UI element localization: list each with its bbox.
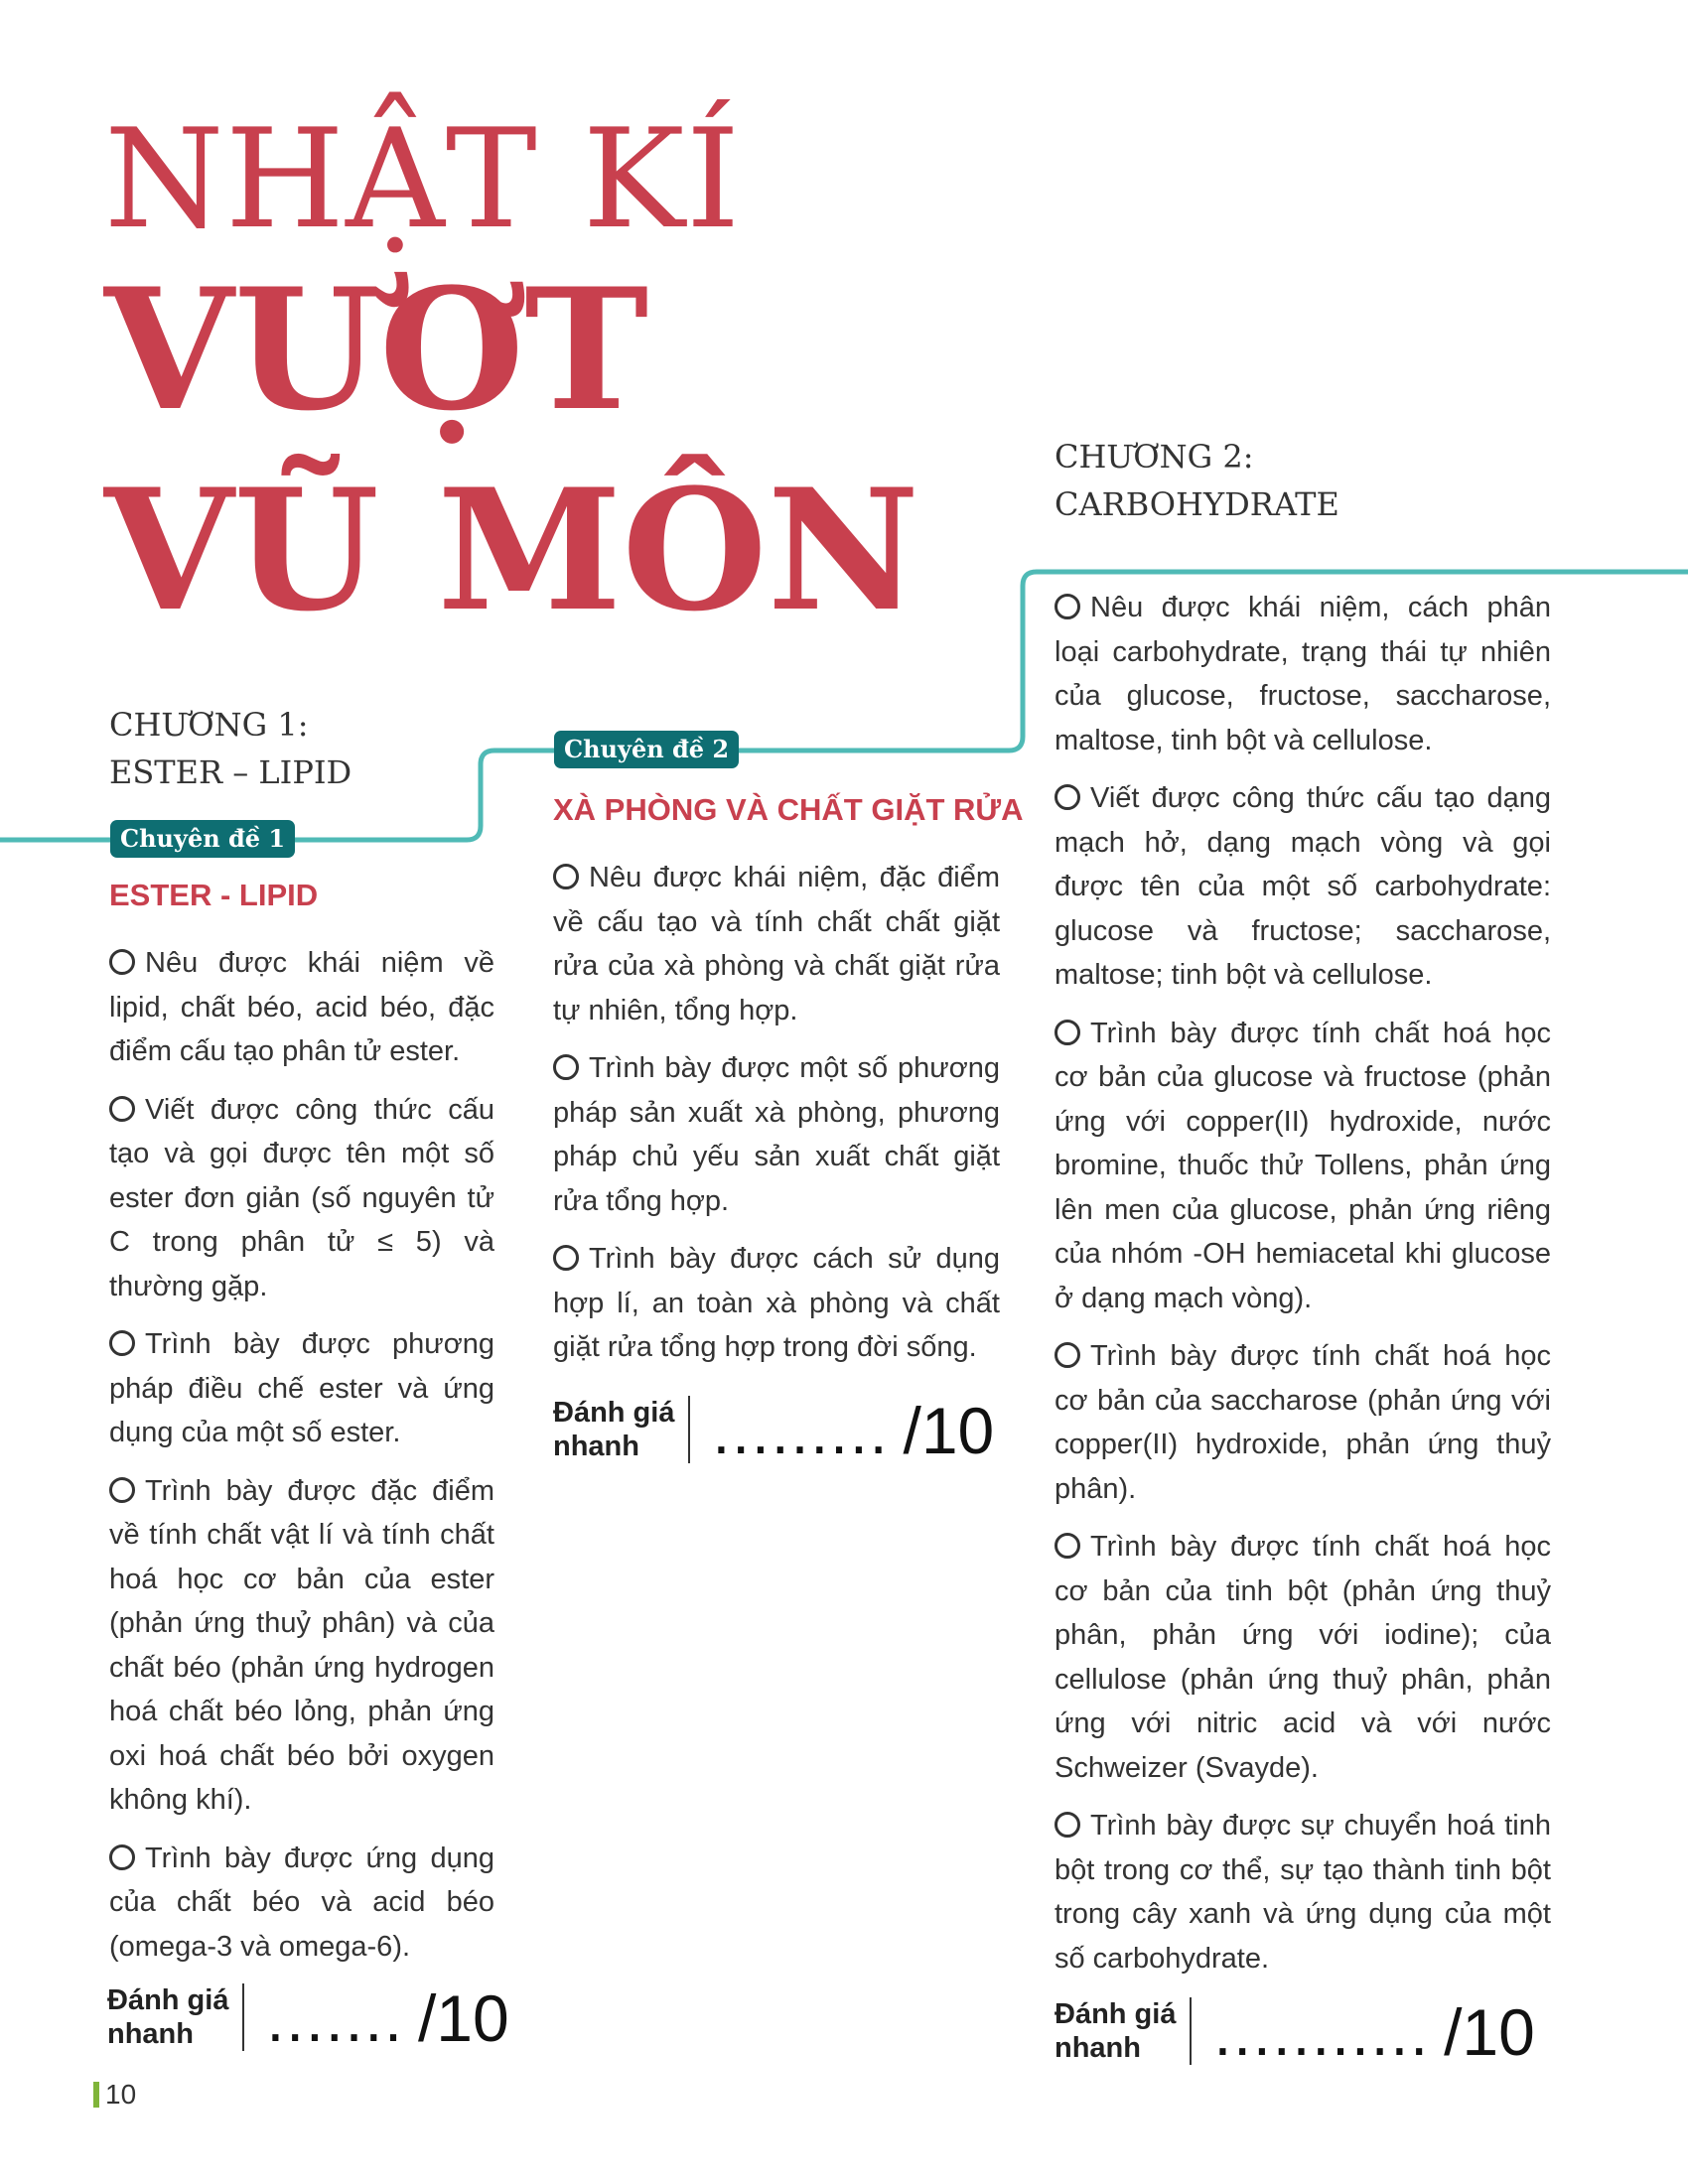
checkbox-circle-icon[interactable] <box>109 949 135 975</box>
checkbox-circle-icon[interactable] <box>1055 1533 1080 1559</box>
checklist-item: Trình bày được tính chất hoá học cơ bản của tinh bột (phản ứng thuỷ phân, phản ứng với iodine); của cellulose (phản ứng thuỷ phân, phản ứng với nitric acid và với nước Schweizer (Svayde). <box>1055 1531 1551 1784</box>
checklist-item: Trình bày được tính chất hoá học cơ bản của saccharose (phản ứng với copper(II) hydroxide, phản ứng thuỷ phân). <box>1055 1340 1551 1505</box>
checklist-item: Nêu được khái niệm, đặc điểm về cấu tạo và tính chất chất giặt rửa của xà phòng và chất giặt rửa tự nhiên, tổng hợp. <box>553 862 1000 1026</box>
checkbox-circle-icon[interactable] <box>1055 784 1080 810</box>
rating-blank[interactable]: ....... <box>266 1983 404 2055</box>
checklist-item: Viết được công thức cấu tạo và gọi được tên một số ester đơn giản (số nguyên tử C trong phân tử ≤ 5) và thường gặp. <box>109 1093 494 1302</box>
chapter-1-label: CHƯƠNG 1: <box>109 706 309 744</box>
chapter-1-heading <box>109 701 352 796</box>
topic-2-title: XÀ PHÒNG VÀ CHẤT GIẶT RỬA <box>553 792 1024 827</box>
checkbox-circle-icon[interactable] <box>1055 1342 1080 1368</box>
checkbox-circle-icon[interactable] <box>1055 594 1080 619</box>
checkbox-circle-icon[interactable] <box>109 1844 135 1870</box>
title-line-2: VƯỢT <box>104 251 649 448</box>
chapter-2-subtitle: CARBOHYDRATE <box>1055 485 1339 523</box>
chapter-2-checklist <box>1055 586 1551 1994</box>
rating-label: Đánh giá nhanh <box>553 1396 690 1463</box>
rating-label: Đánh giá nhanh <box>1055 1997 1192 2065</box>
topic-2-quick-rating <box>553 1394 995 1467</box>
checklist-item: Nêu được khái niệm, cách phân loại carbohydrate, trạng thái tự nhiên của glucose, fructose, saccharose, maltose, tinh bột và cellulose. <box>1055 592 1551 756</box>
page-number <box>93 2079 136 2111</box>
checkbox-circle-icon[interactable] <box>1055 1020 1080 1045</box>
rating-score: /10 <box>1444 1995 1535 2069</box>
topic-1-title: ESTER - LIPID <box>109 878 319 912</box>
checkbox-circle-icon[interactable] <box>109 1096 135 1122</box>
checklist-item: Trình bày được một số phương pháp sản xuất xà phòng, phương pháp chủ yếu sản xuất chất giặt rửa tổng hợp. <box>553 1052 1000 1217</box>
chapter-2-label: CHƯƠNG 2: <box>1055 438 1254 476</box>
title-line-1: NHẬT KÍ <box>104 99 742 259</box>
checklist-item: Trình bày được cách sử dụng hợp lí, an toàn xà phòng và chất giặt rửa tổng hợp trong đời sống. <box>553 1243 1000 1363</box>
chapter-2-heading <box>1055 433 1339 528</box>
page-number-text: 10 <box>105 2079 137 2110</box>
chapter-1-subtitle: ESTER – LIPID <box>109 753 352 791</box>
checkbox-circle-icon[interactable] <box>1055 1812 1080 1838</box>
checklist-item: Trình bày được phương pháp điều chế ester và ứng dụng của một số ester. <box>109 1328 494 1448</box>
checklist-item: Trình bày được sự chuyển hoá tinh bột trong cơ thể, sự tạo thành tinh bột trong cây xanh và ứng dụng của một số carbohydrate. <box>1055 1810 1551 1975</box>
rating-score: /10 <box>417 1981 509 2055</box>
checklist-item: Viết được công thức cấu tạo dạng mạch hở, dạng mạch vòng và gọi được tên của một số carbohydrate: glucose và fructose; saccharose, maltose; tinh bột và cellulose. <box>1055 782 1551 991</box>
checkbox-circle-icon[interactable] <box>553 1245 579 1271</box>
checkbox-circle-icon[interactable] <box>553 1054 579 1080</box>
checkbox-circle-icon[interactable] <box>109 1330 135 1356</box>
rating-blank[interactable]: ........... <box>1213 1997 1431 2069</box>
checklist-item: Nêu được khái niệm về lipid, chất béo, acid béo, đặc điểm cấu tạo phân tử ester. <box>109 947 494 1067</box>
rating-label: Đánh giá nhanh <box>107 1983 244 2051</box>
chapter-2-quick-rating <box>1055 1995 1535 2069</box>
topic-2-badge: Chuyên đề 2 <box>554 731 739 768</box>
rating-blank[interactable]: ......... <box>712 1396 890 1467</box>
topic-1-quick-rating <box>107 1981 509 2055</box>
page-marker-bar <box>93 2082 99 2108</box>
checkbox-circle-icon[interactable] <box>553 864 579 889</box>
checklist-item: Trình bày được ứng dụng của chất béo và acid béo (omega-3 và omega-6). <box>109 1842 494 1963</box>
checklist-item: Trình bày được đặc điểm về tính chất vật lí và tính chất hoá học cơ bản của ester (phản ứng thuỷ phân) và của chất béo (phản ứng hydrogen hoá chất béo lỏng, phản ứng oxi hoá chất béo bởi oxygen không khí). <box>109 1474 494 1816</box>
topic-1-badge: Chuyên đề 1 <box>110 820 295 858</box>
topic-2-checklist <box>553 856 1000 1384</box>
rating-score: /10 <box>903 1394 995 1467</box>
title-line-3: VŨ MÔN <box>104 452 920 648</box>
checkbox-circle-icon[interactable] <box>109 1477 135 1503</box>
checklist-item: Trình bày được tính chất hoá học cơ bản của glucose và fructose (phản ứng với copper(II) hydroxide, nước bromine, thuốc thử Tollens, phản ứng lên men của glucose, phản ứng riêng của nhóm -OH hemiacetal khi glucose ở dạng mạch vòng). <box>1055 1017 1551 1314</box>
topic-1-checklist <box>109 941 494 1982</box>
